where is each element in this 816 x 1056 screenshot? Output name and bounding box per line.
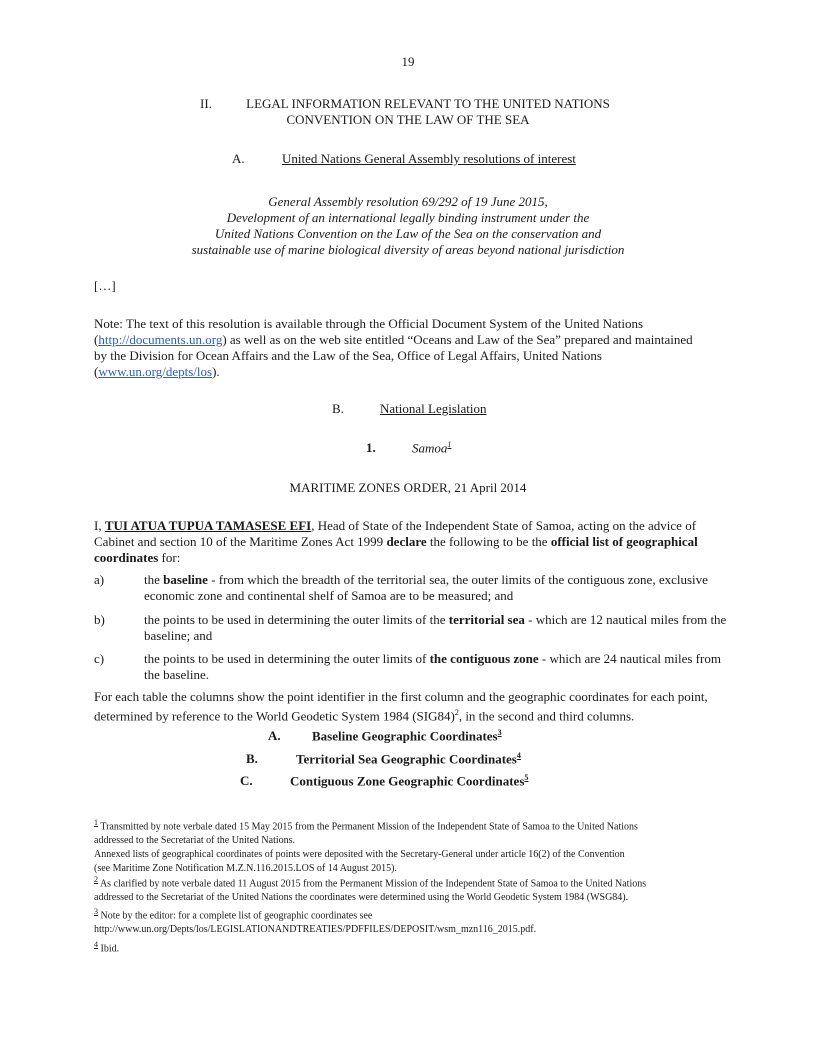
footnote (94, 873, 734, 905)
footnote-line: (see Maritime Zone Notification M.Z.N.116.2015.LOS of 14 August 2015). (94, 863, 397, 875)
list-item (94, 651, 734, 683)
footnote-ref-2[interactable]: 2 (454, 708, 459, 717)
columns-line2 (94, 705, 734, 724)
table-a-title (312, 728, 502, 744)
table-b-title (296, 751, 521, 767)
footnote-number: 3 (94, 907, 98, 916)
note-line4-text: ). (212, 364, 220, 379)
list-text (144, 572, 734, 604)
footnote-text: As clarified by note verbale dated 11 August 2015 from the Permanent Mission of the Independent State of Samoa to the United Nations (99, 878, 647, 890)
note-paragraph (94, 316, 734, 380)
footnote-line: addressed to the Secretariat of the United Nations the coordinates were determined using the World Geodetic System 1984 (WSG84). (94, 892, 629, 904)
los-link[interactable]: www.un.org/depts/los (98, 364, 213, 379)
intro-declare: declare (386, 534, 427, 549)
resolution-line4: sustainable use of marine biological diversity of areas beyond national jurisdiction (191, 242, 625, 257)
list-text (144, 651, 734, 683)
section-a-letter: A. (232, 151, 245, 166)
list-item (94, 572, 734, 604)
list-bold: the contiguous zone (429, 651, 539, 666)
footnote-text: Transmitted by note verbale dated 15 May 2015 from the Permanent Mission of the Independent State of Samoa to the United Nations (100, 821, 638, 833)
list-post: - from which the breadth of the territorial sea, the outer limits of the contiguous zone, exclusive economic zone and continental shelf of Samoa are to be measured; and (144, 572, 708, 603)
note-line2: (http://documents.un.org) as well as on the web site entitled “Oceans and Law of the Sea” prepared and maintained (94, 332, 693, 347)
samoa-number: 1. (366, 440, 376, 455)
head-of-state-name: TUI ATUA TUPUA TAMASESE EFI (104, 518, 312, 533)
page-number: 19 (401, 54, 415, 69)
intro-line2 (94, 534, 734, 550)
list-label: b) (94, 612, 105, 627)
footnote-number: 1 (94, 818, 98, 827)
footnote-ref-5[interactable]: 5 (524, 773, 529, 782)
note-line1: Note: The text of this resolution is available through the Official Document System of the United Nations (94, 316, 644, 331)
note-line2-text: ) as well as on the web site entitled “Oceans and Law of the Sea” prepared and maintained (222, 332, 693, 347)
footnote-line (94, 938, 734, 956)
footnote-line (94, 816, 734, 834)
columns-line1: For each table the columns show the point identifier in the first column and the geographic coordinates for each point, (94, 689, 708, 704)
section-ii-title-line2: CONVENTION ON THE LAW OF THE SEA (286, 112, 530, 127)
list-bold: baseline (163, 572, 208, 587)
order-title: MARITIME ZONES ORDER, 21 April 2014 (289, 480, 527, 495)
table-c-letter: C. (240, 773, 253, 788)
intro-i: I, (94, 518, 105, 533)
table-a-title-text: Baseline Geographic Coordinates (312, 728, 498, 744)
footnote-ref-1[interactable]: 1 (447, 440, 452, 449)
footnote (94, 938, 734, 956)
footnote-line: http://www.un.org/Depts/los/LEGISLATIONANDTREATIES/PDFFILES/DEPOSIT/wsm_mzn116_2015.pdf. (94, 924, 537, 936)
table-b-letter: B. (246, 751, 258, 766)
list-post: - which are 12 nautical miles from the baseline; and (144, 612, 727, 643)
section-a-title: United Nations General Assembly resolutions of interest (282, 151, 576, 166)
table-c-title (290, 773, 528, 789)
intro-paragraph (94, 518, 734, 566)
list-item (94, 612, 734, 644)
list-pre: the points to be used in determining the outer limits of the (144, 612, 449, 627)
samoa-name: Samoa (412, 440, 448, 456)
intro-text2: Cabinet and section 10 of the Maritime Zones Act 1999 (94, 534, 387, 549)
documents-link[interactable]: http://documents.un.org (98, 332, 223, 347)
resolution-title (0, 194, 816, 258)
footnote-text: Ibid. (100, 943, 120, 955)
section-ii-numeral: II. (200, 96, 212, 111)
intro-text3: the following to be the (426, 534, 551, 549)
table-c-title-text: Contiguous Zone Geographic Coordinates (290, 773, 525, 789)
list-bold: territorial sea (448, 612, 525, 627)
intro-text1: , Head of State of the Independent State of Samoa, acting on the advice of (311, 518, 697, 533)
footnote-line (94, 905, 734, 923)
footnote (94, 905, 734, 937)
list-label: a) (94, 572, 105, 587)
resolution-line1: General Assembly resolution 69/292 of 19 June 2015, (268, 194, 548, 209)
resolution-line3: United Nations Convention on the Law of the Sea on the conservation and (214, 226, 602, 241)
section-b-title: National Legislation (380, 401, 487, 416)
footnote-ref-3[interactable]: 3 (497, 728, 502, 737)
list-post: - which are 24 nautical miles from the baseline. (144, 651, 721, 682)
resolution-line2: Development of an international legally binding instrument under the (226, 210, 590, 225)
table-b-title-text: Territorial Sea Geographic Coordinates (296, 751, 517, 767)
footnote-line: addressed to the Secretariat of the United Nations. (94, 835, 296, 847)
table-a-letter: A. (268, 728, 281, 743)
footnote-text: Note by the editor: for a complete list of geographic coordinates see (100, 910, 373, 922)
footnote-line: Annexed lists of geographical coordinates of points were deposited with the Secretary-General under article 16(2) of the Convention (94, 849, 625, 861)
footnote-line (94, 873, 734, 891)
section-ii-heading (0, 96, 816, 112)
list-label: c) (94, 651, 105, 666)
footnote (94, 816, 734, 876)
list-pre: the (144, 572, 164, 587)
footnote-number: 2 (94, 875, 98, 884)
columns-text3: , in the second and third columns. (458, 708, 635, 724)
section-ii-title-line1: LEGAL INFORMATION RELEVANT TO THE UNITED NATIONS (246, 96, 610, 111)
ellipsis: […] (94, 278, 116, 293)
list-text (144, 612, 734, 644)
intro-line1 (94, 518, 734, 534)
intro-official: official list of geographical (550, 534, 698, 549)
samoa-heading (412, 440, 451, 456)
footnote-number: 4 (94, 940, 98, 949)
columns-paragraph (94, 689, 734, 724)
note-line3: by the Division for Ocean Affairs and the Law of the Sea, Office of Legal Affairs, United Nations (94, 348, 602, 363)
intro-line3 (94, 550, 734, 566)
note-line4: (www.un.org/depts/los). (94, 364, 220, 379)
section-b-letter: B. (332, 401, 344, 416)
intro-coords: coordinates (94, 550, 159, 565)
footnote-ref-4[interactable]: 4 (516, 751, 521, 760)
list-pre: the points to be used in determining the outer limits of (144, 651, 430, 666)
intro-for: for: (158, 550, 181, 565)
columns-text2: determined by reference to the World Geodetic System 1984 (SIG84) (94, 708, 455, 724)
